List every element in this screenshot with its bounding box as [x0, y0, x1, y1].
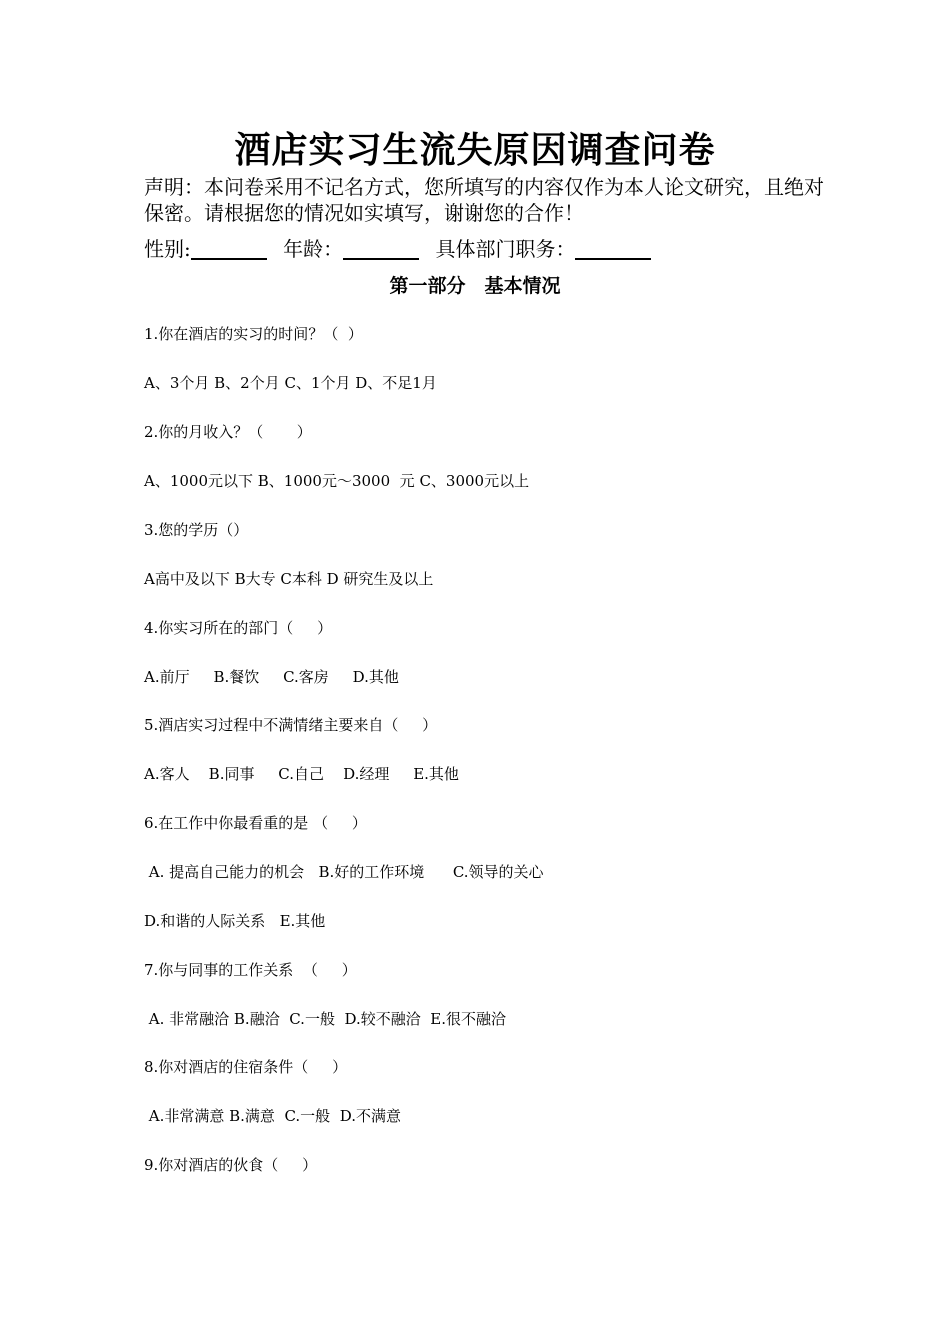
privacy-statement: 声明：本问卷采用不记名方式，您所填写的内容仅作为本人论文研究，且绝对保密。请根据您的情况如实填写，谢谢您的合作！ — [144, 175, 824, 225]
age-blank[interactable] — [343, 236, 419, 260]
question-7-options: A. 非常融洽 B.融洽 C.一般 D.较不融洽 E.很不融洽 — [144, 1010, 506, 1028]
question-2: 2.你的月收入？（ ） — [144, 423, 312, 441]
document-title: 酒店实习生流失原因调查问卷 — [234, 129, 716, 171]
question-1: 1.你在酒店的实习的时间？（ ） — [144, 325, 363, 343]
question-4: 4.你实习所在的部门（ ） — [144, 619, 333, 637]
gender-label: 性别: — [144, 237, 191, 261]
question-1-options: A、3个月 B、2个月 C、1个月 D、不足1月 — [144, 374, 437, 392]
gender-blank[interactable] — [191, 236, 267, 260]
age-label: 年龄： — [283, 237, 344, 261]
question-7: 7.你与同事的工作关系 （ ） — [144, 961, 357, 979]
question-3-options: A高中及以下 B大专 C本科 D 研究生及以上 — [144, 570, 434, 588]
question-4-options: A.前厅 B.餐饮 C.客房 D.其他 — [144, 668, 399, 686]
question-5-options: A.客人 B.同事 C.自己 D.经理 E.其他 — [144, 765, 459, 783]
section-heading: 第一部分 基本情况 — [389, 275, 561, 297]
question-6: 6.在工作中你最看重的是 （ ） — [144, 814, 367, 832]
question-5: 5.酒店实习过程中不满情绪主要来自（ ） — [144, 716, 438, 734]
question-3: 3.您的学历（） — [144, 521, 249, 539]
question-6-options-b: D.和谐的人际关系 E.其他 — [144, 912, 326, 930]
question-8-options: A.非常满意 B.满意 C.一般 D.不满意 — [144, 1107, 401, 1125]
department-blank[interactable] — [575, 236, 651, 260]
respondent-info-line — [144, 234, 661, 264]
department-label: 具体部门职务： — [435, 237, 576, 261]
question-2-options: A、1000元以下 B、1000元～3000 元 C、3000元以上 — [144, 472, 530, 490]
question-9: 9.你对酒店的伙食（ ） — [144, 1156, 318, 1174]
question-6-options-a: A. 提高自己能力的机会 B.好的工作环境 C.领导的关心 — [144, 863, 544, 881]
question-8: 8.你对酒店的住宿条件（ ） — [144, 1058, 348, 1076]
